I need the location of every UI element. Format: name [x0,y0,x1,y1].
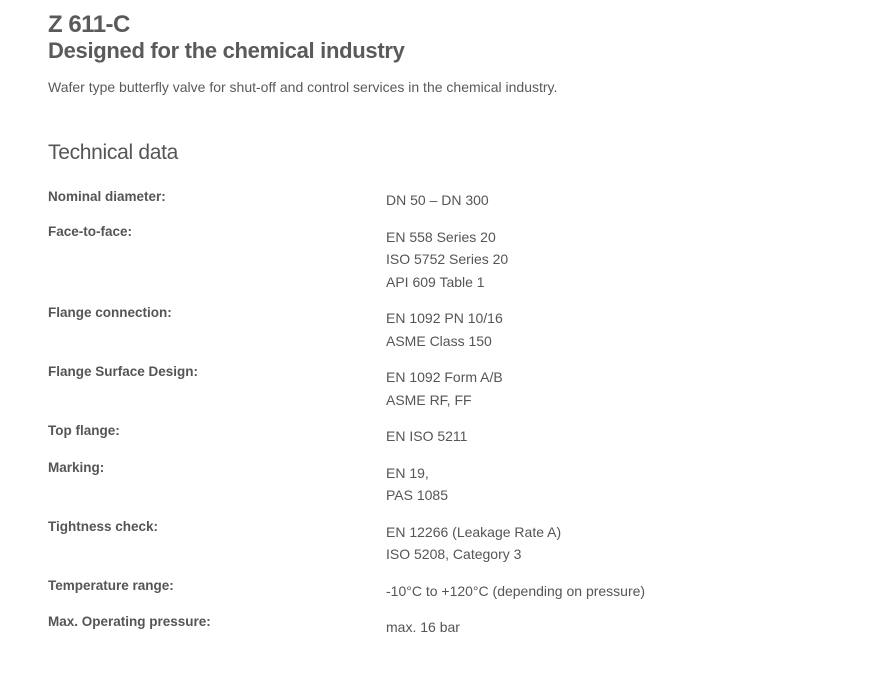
spec-values [386,612,848,639]
spec-label: Flange connection: [48,305,172,320]
technical-data-table [48,187,848,649]
spec-value: -10°C to +120°C (depending on pressure) [386,582,646,599]
spec-label: Marking: [48,459,105,475]
spec-row [48,458,848,517]
spec-value: ISO 5208, Category 3 [386,546,522,562]
spec-values [386,421,848,448]
spec-values [386,303,848,352]
spec-value: ISO 5752 Series 20 [386,251,509,267]
spec-value: EN 1092 Form A/B [386,369,503,385]
spec-value: ASME Class 150 [386,332,492,349]
spec-row [48,517,848,576]
spec-label: Temperature range: [48,577,174,593]
spec-row [48,576,848,613]
spec-values [386,576,848,603]
product-content [48,12,848,649]
spec-value: EN 19, [386,464,429,481]
spec-value: EN 558 Series 20 [386,228,496,245]
spec-label: Top flange: [48,423,120,438]
spec-row [48,303,848,362]
spec-row [48,187,848,222]
spec-value: EN 1092 PN 10/16 [386,310,503,326]
spec-value: DN 50 – DN 300 [386,192,489,208]
spec-value: EN ISO 5211 [386,428,468,444]
spec-value: API 609 Table 1 [386,273,485,290]
spec-values [386,362,848,411]
spec-label: Tightness check: [48,518,159,534]
technical-data-heading: Technical data [48,141,179,164]
product-code: Z 611-C [48,11,130,38]
product-description: Wafer type butterfly valve for shut-off and control services in the chemical industry. [48,79,558,95]
spec-values [386,222,848,294]
spec-values [386,458,848,507]
spec-row [48,362,848,421]
spec-row [48,612,848,649]
spec-label: Face-to-face: [48,223,133,239]
spec-label: Flange Surface Design: [48,364,199,379]
spec-value: EN 12266 (Leakage Rate A) [386,523,562,540]
spec-values [386,187,848,212]
product-subtitle: Designed for the chemical industry [48,38,405,63]
spec-row [48,421,848,458]
spec-label: Nominal diameter: [48,189,166,204]
spec-value: PAS 1085 [386,487,449,503]
spec-value: max. 16 bar [386,619,460,635]
spec-label: Max. Operating pressure: [48,614,211,629]
spec-value: ASME RF, FF [386,391,472,408]
spec-values [386,517,848,566]
spec-row [48,222,848,304]
